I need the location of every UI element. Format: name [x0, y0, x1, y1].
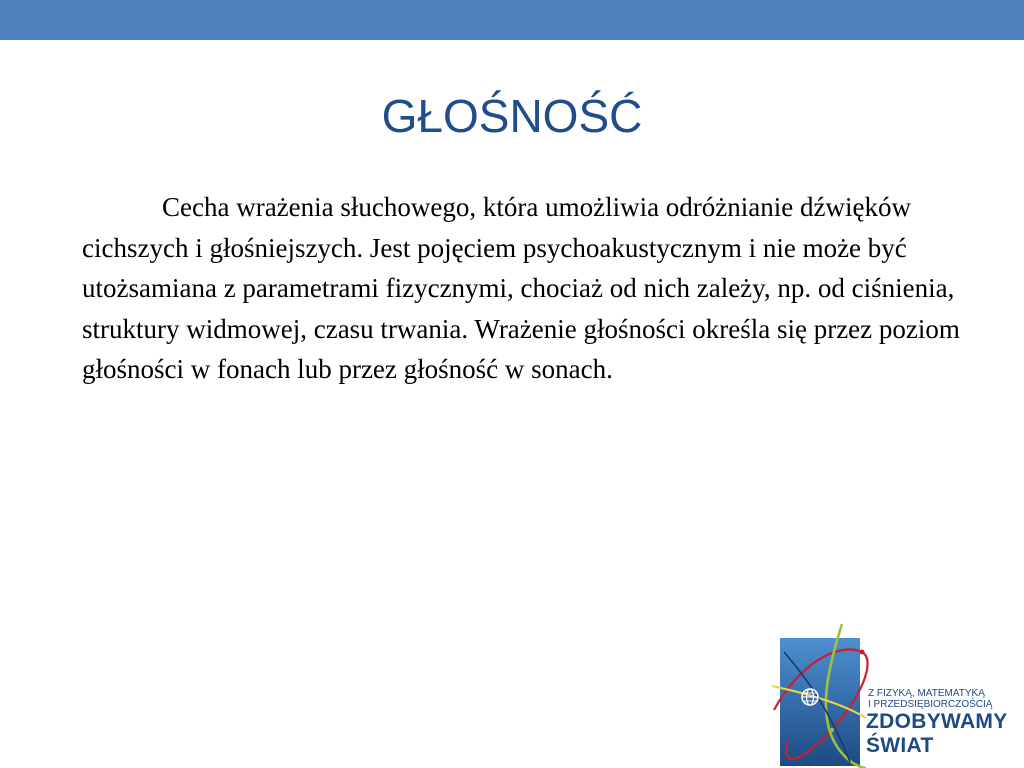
- slide-title: GŁOŚNOŚĆ: [381, 90, 643, 142]
- logo-line-1: Z FIZYKĄ, MATEMATYKĄ: [868, 688, 985, 699]
- top-accent-bar: [0, 0, 1024, 40]
- logo-tagline: [868, 688, 1018, 710]
- logo-line-3: ZDOBYWAMY: [866, 710, 1008, 733]
- logo-line-4: ŚWIAT: [866, 734, 934, 757]
- slide-body-text: Cecha wrażenia słuchowego, która umożliwia odróżnianie dźwięków cichszych i głośniejszych. Jest pojęciem psychoakustycznym i nie może być utożsamiana z parametrami fizycznymi, chociaż od nich zależy, np. od ciśnienia, struktury widmowej, czasu trwania. Wrażenie głośności określa się przez poziom głośności w fonach lub przez głośność w sonach.: [82, 192, 960, 384]
- logo-line-2: I PRZEDSIĘBIORCZOŚCIĄ: [868, 699, 993, 710]
- logo-name: [866, 710, 1024, 758]
